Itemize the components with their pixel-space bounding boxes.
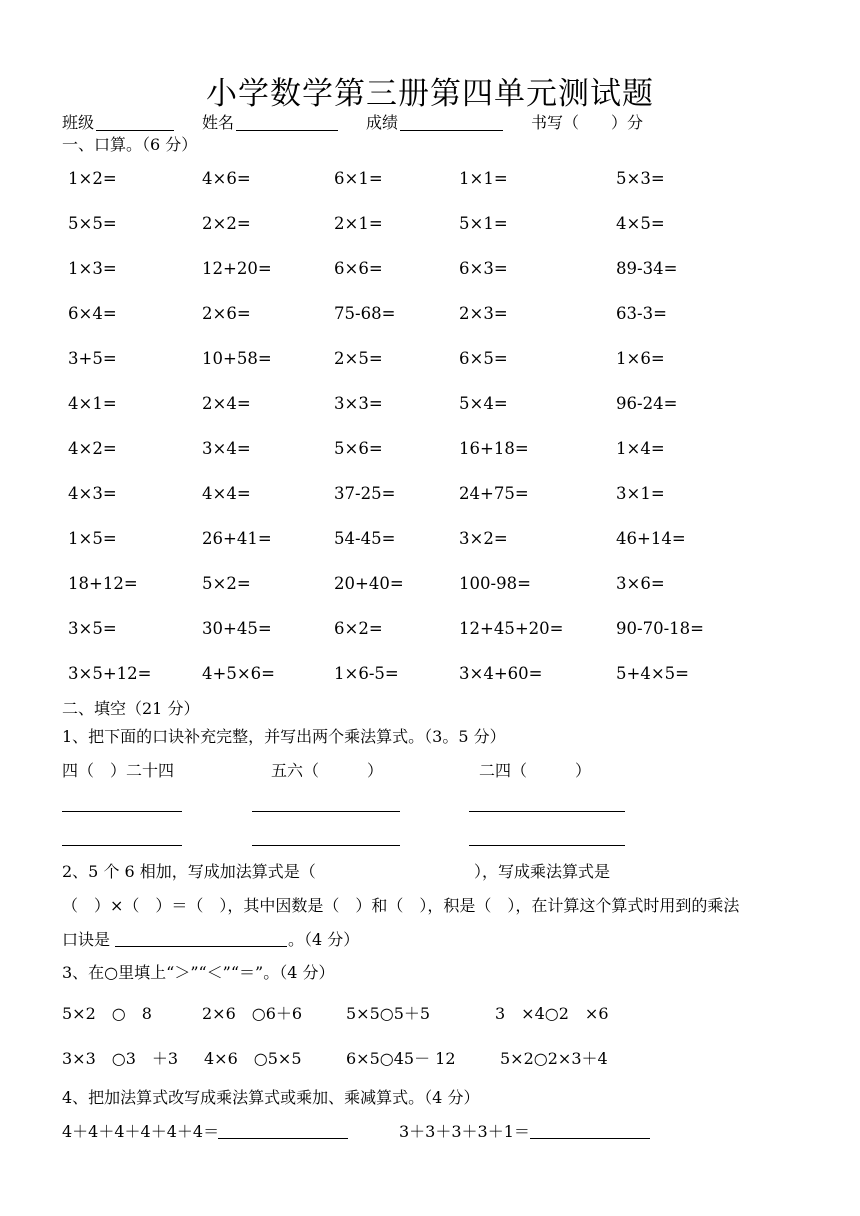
problem-cell: 46+14= xyxy=(616,529,686,548)
problem-cell: 3×6= xyxy=(616,574,665,593)
compare-item[interactable]: 6×5○45－ 12 xyxy=(346,1049,456,1068)
problem-cell: 24+75= xyxy=(459,484,529,503)
problem-cell: 3+5= xyxy=(68,349,117,368)
compare-item[interactable]: 5×5○5＋5 xyxy=(346,1004,431,1023)
q2-line3-b: 。（4 分） xyxy=(288,930,360,949)
q1-item-2: 五六（ ） xyxy=(271,761,384,780)
problem-cell: 3×3= xyxy=(334,394,383,413)
answer-line[interactable] xyxy=(469,845,625,846)
compare-item[interactable]: 3 ×4○2 ×6 xyxy=(495,1004,609,1023)
problem-cell: 96-24= xyxy=(616,394,678,413)
q4-item-1: 4＋4＋4＋4＋4＋4＝ xyxy=(62,1122,220,1141)
problem-cell: 5×4= xyxy=(459,394,508,413)
writing-score-label: 书写（ ）分 xyxy=(531,113,644,132)
problem-cell: 4×6= xyxy=(202,169,251,188)
problem-cell: 6×4= xyxy=(68,304,117,323)
problem-cell: 3×1= xyxy=(616,484,665,503)
answer-line[interactable] xyxy=(62,845,182,846)
page-title: 小学数学第三册第四单元测试题 xyxy=(206,76,654,112)
problem-cell: 3×5= xyxy=(68,619,117,638)
q2-line1-b: ），写成乘法算式是 xyxy=(474,862,611,881)
problem-cell: 3×4+60= xyxy=(459,664,543,683)
q1-text: 1、把下面的口诀补充完整，并写出两个乘法算式。（3。5 分） xyxy=(62,727,506,746)
name-label: 姓名 xyxy=(202,113,235,132)
problem-cell: 30+45= xyxy=(202,619,272,638)
problem-cell: 54-45= xyxy=(334,529,396,548)
section1-heading: 一、口算。（6 分） xyxy=(62,135,198,154)
compare-item[interactable]: 5×2 ○ 8 xyxy=(62,1004,152,1023)
problem-cell: 5×3= xyxy=(616,169,665,188)
problem-cell: 2×2= xyxy=(202,214,251,233)
problem-cell: 10+58= xyxy=(202,349,272,368)
problem-cell: 26+41= xyxy=(202,529,272,548)
compare-item[interactable]: 4×6 ○5×5 xyxy=(204,1049,302,1068)
problem-cell: 4×2= xyxy=(68,439,117,458)
problem-cell: 1×1= xyxy=(459,169,508,188)
problem-cell: 6×2= xyxy=(334,619,383,638)
problem-cell: 1×3= xyxy=(68,259,117,278)
problem-cell: 2×4= xyxy=(202,394,251,413)
problem-cell: 1×6-5= xyxy=(334,664,399,683)
problem-cell: 5×2= xyxy=(202,574,251,593)
answer-line[interactable] xyxy=(62,811,182,812)
q2-line3-a: 口诀是 xyxy=(62,930,111,949)
problem-cell: 12+20= xyxy=(202,259,272,278)
problem-cell: 12+45+20= xyxy=(459,619,564,638)
q3-text: 3、在○里填上“＞”“＜”“＝”。（4 分） xyxy=(62,963,335,982)
problem-cell: 1×2= xyxy=(68,169,117,188)
q2-line1-a: 2、5 个 6 相加，写成加法算式是（ xyxy=(62,862,316,881)
problem-cell: 1×4= xyxy=(616,439,665,458)
problem-cell: 16+18= xyxy=(459,439,529,458)
q1-item-3: 二四（ ） xyxy=(479,761,592,780)
q4-text: 4、把加法算式改写成乘法算式或乘加、乘减算式。（4 分） xyxy=(62,1088,480,1107)
score-blank[interactable] xyxy=(400,130,503,131)
problem-cell: 89-34= xyxy=(616,259,678,278)
compare-item[interactable]: 2×6 ○6＋6 xyxy=(202,1004,303,1023)
problem-cell: 3×4= xyxy=(202,439,251,458)
answer-line[interactable] xyxy=(252,845,400,846)
answer-line[interactable] xyxy=(469,811,625,812)
problem-cell: 5×1= xyxy=(459,214,508,233)
mnemonic-blank[interactable] xyxy=(115,946,287,947)
problem-cell: 75-68= xyxy=(334,304,396,323)
problem-cell: 3×5+12= xyxy=(68,664,152,683)
problem-cell: 2×6= xyxy=(202,304,251,323)
problem-cell: 100-98= xyxy=(459,574,531,593)
problem-cell: 2×5= xyxy=(334,349,383,368)
compare-item[interactable]: 3×3 ○3 ＋3 xyxy=(62,1049,179,1068)
problem-cell: 1×6= xyxy=(616,349,665,368)
problem-cell: 63-3= xyxy=(616,304,667,323)
score-label: 成绩 xyxy=(366,113,399,132)
problem-cell: 2×1= xyxy=(334,214,383,233)
q1-item-1: 四（ ）二十四 xyxy=(62,761,175,780)
problem-cell: 6×1= xyxy=(334,169,383,188)
problem-cell: 90-70-18= xyxy=(616,619,704,638)
problem-cell: 5×5= xyxy=(68,214,117,233)
problem-cell: 37-25= xyxy=(334,484,396,503)
problem-cell: 6×5= xyxy=(459,349,508,368)
problem-cell: 5×6= xyxy=(334,439,383,458)
problem-cell: 3×2= xyxy=(459,529,508,548)
problem-cell: 4×4= xyxy=(202,484,251,503)
answer-line[interactable] xyxy=(218,1138,348,1139)
problem-cell: 2×3= xyxy=(459,304,508,323)
problem-cell: 1×5= xyxy=(68,529,117,548)
name-blank[interactable] xyxy=(236,130,338,131)
problem-cell: 20+40= xyxy=(334,574,404,593)
answer-line[interactable] xyxy=(252,811,400,812)
section2-heading: 二、填空（21 分） xyxy=(62,699,200,718)
q2-line2: （ ）×（ ）＝（ ），其中因数是（ ）和（ ），积是（ ），在计算这个算式时用到的乘法 xyxy=(62,896,740,915)
problem-cell: 4×3= xyxy=(68,484,117,503)
class-blank[interactable] xyxy=(96,130,174,131)
problem-cell: 18+12= xyxy=(68,574,138,593)
problem-cell: 4×5= xyxy=(616,214,665,233)
compare-item[interactable]: 5×2○2×3＋4 xyxy=(500,1049,608,1068)
problem-cell: 6×3= xyxy=(459,259,508,278)
problem-cell: 4+5×6= xyxy=(202,664,275,683)
problem-cell: 5+4×5= xyxy=(616,664,689,683)
q4-item-2: 3＋3＋3＋3＋1＝ xyxy=(399,1122,530,1141)
problem-cell: 6×6= xyxy=(334,259,383,278)
class-label: 班级 xyxy=(62,113,95,132)
answer-line[interactable] xyxy=(530,1138,650,1139)
problem-cell: 4×1= xyxy=(68,394,117,413)
